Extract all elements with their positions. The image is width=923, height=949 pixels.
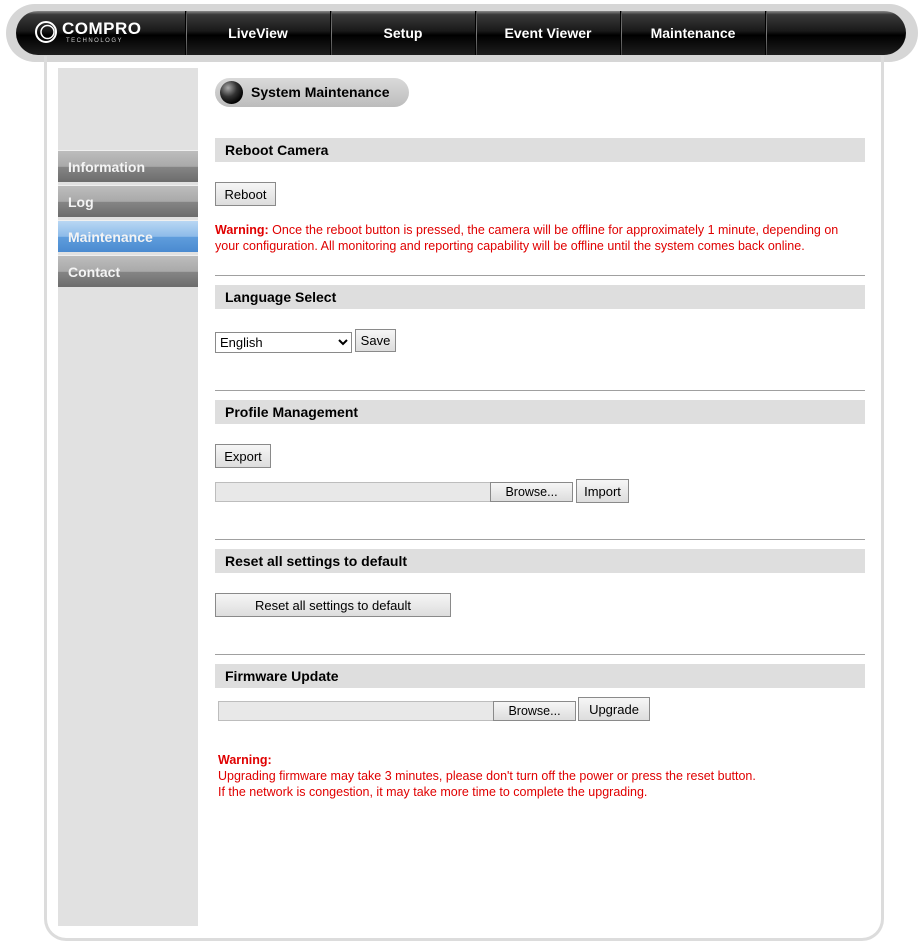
divider [215,539,865,540]
logo-subtext: TECHNOLOGY [66,38,124,44]
firmware-browse-button[interactable]: Browse... [493,701,576,721]
divider [215,390,865,391]
sidebar-item-maintenance[interactable]: Maintenance [58,220,198,252]
reboot-warning-label: Warning: [215,223,269,237]
firmware-warning-label: Warning: [218,753,272,767]
language-select[interactable] [215,332,352,353]
profile-browse-button[interactable]: Browse... [490,482,573,502]
language-save-button[interactable]: Save [355,329,396,352]
nav-setup[interactable]: Setup [383,25,423,41]
firmware-warning-line2: If the network is congestion, it may take more time to complete the upgrading. [218,785,648,799]
firmware-warning-line1: Upgrading firmware may take 3 minutes, please don't turn off the power or press the reset button. [218,769,756,783]
sidebar-item-contact[interactable]: Contact [58,255,198,287]
reboot-button[interactable]: Reboot [215,182,276,206]
upgrade-button[interactable]: Upgrade [578,697,650,721]
section-header-reboot: Reboot Camera [215,138,865,162]
top-nav-bar [16,11,906,55]
nav-liveview[interactable]: LiveView [228,25,288,41]
sidebar-item-log[interactable]: Log [58,185,198,217]
profile-file-field[interactable] [215,482,491,502]
nav-separator [765,11,767,55]
logo-ring-icon [34,20,58,44]
reboot-warning-text: Once the reboot button is pressed, the camera will be offline for approximately 1 minute, depending on your configuration. All monitoring and reporting capability will be offline until the system comes back online. [215,223,839,253]
section-header-language: Language Select [215,285,865,309]
import-button[interactable]: Import [576,479,629,503]
logo-text: COMPRO [62,19,142,38]
firmware-file-field[interactable] [218,701,494,721]
section-header-firmware: Firmware Update [215,664,865,688]
sidebar [58,68,198,926]
reset-defaults-button[interactable]: Reset all settings to default [215,593,451,617]
nav-maintenance[interactable]: Maintenance [650,25,736,41]
compro-logo[interactable] [34,18,184,48]
divider [215,275,865,276]
export-button[interactable]: Export [215,444,271,468]
section-header-reset: Reset all settings to default [215,549,865,573]
reboot-warning [215,222,860,254]
page-title: System Maintenance [251,84,390,100]
firmware-warning [218,752,858,800]
sidebar-item-information[interactable]: Information [58,150,198,182]
divider [215,654,865,655]
section-header-profile: Profile Management [215,400,865,424]
bullet-ball-icon [220,81,243,104]
page-title-pill [215,78,409,107]
nav-event-viewer[interactable]: Event Viewer [504,25,592,41]
